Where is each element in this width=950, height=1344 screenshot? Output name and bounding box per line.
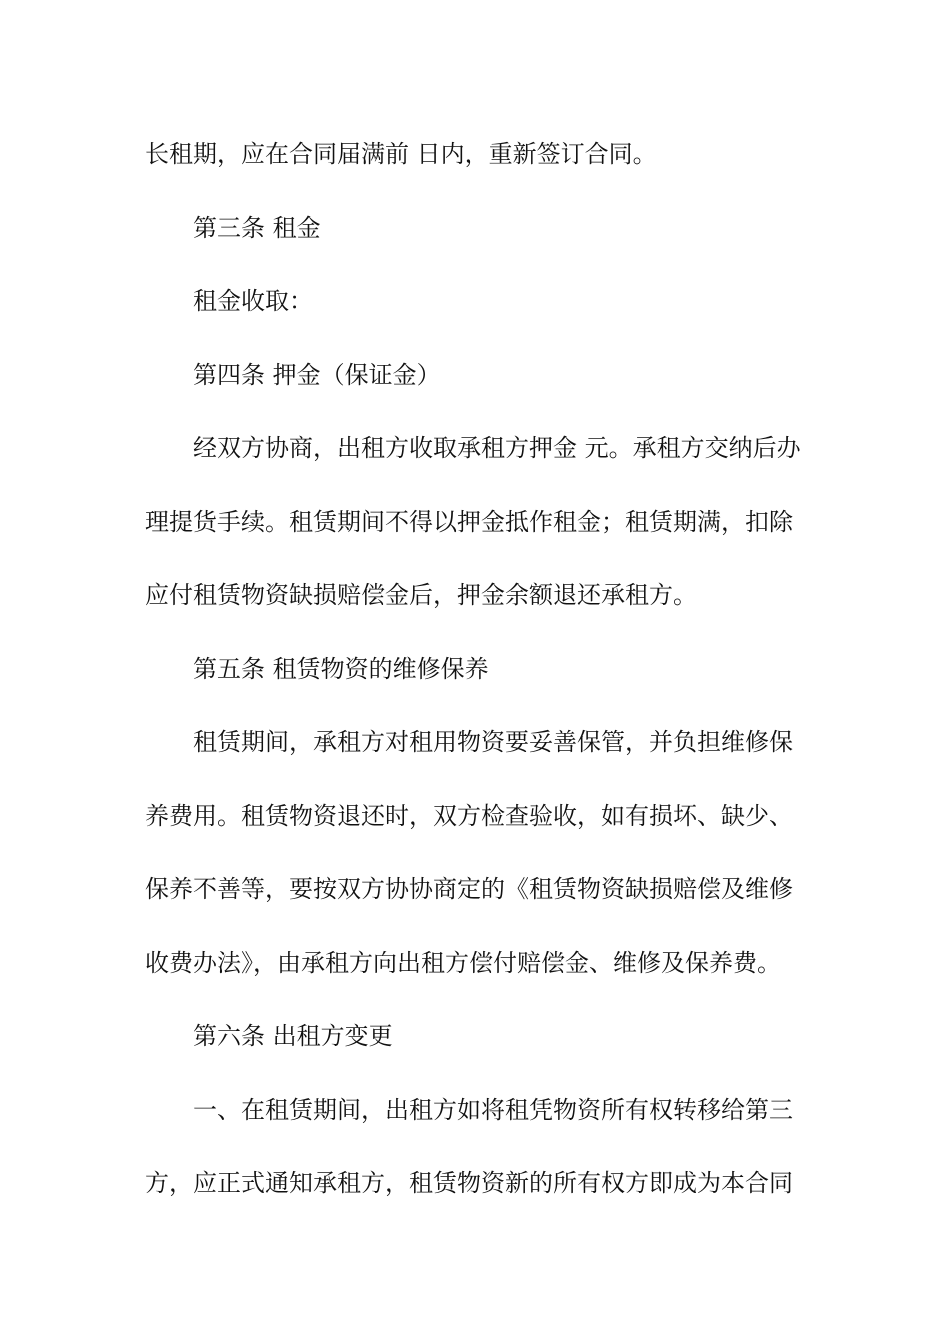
document-body [145, 132, 807, 1235]
article-heading-3: 第三条 租金 [193, 213, 321, 242]
paragraph-line: 经双方协商，出租方收取承租方押金 元。承租方交纳后办 [193, 434, 801, 462]
article-heading-4: 第四条 押金（保证金） [193, 360, 441, 389]
paragraph-line: 保养不善等，要按双方协协商定的《租赁物资缺损赔偿及维修 [145, 875, 793, 903]
paragraph-line: 收费办法》，由承租方向出租方偿付赔偿金、维修及保养费。 [145, 948, 781, 977]
paragraph-line: 应付租赁物资缺损赔偿金后，押金余额退还承租方。 [145, 581, 697, 609]
paragraph-line: 长租期，应在合同届满前 日内，重新签订合同。 [145, 140, 657, 168]
paragraph-line: 养费用。租赁物资退还时，双方检查验收，如有损坏、缺少、 [145, 801, 793, 830]
paragraph-line: 方，应正式通知承租方，租赁物资新的所有权方即成为本合同 [145, 1169, 793, 1197]
article-heading-5: 第五条 租赁物资的维修保养 [193, 654, 489, 683]
paragraph-line: 租金收取： [193, 287, 313, 315]
paragraph-line: 租赁期间，承租方对租用物资要妥善保管，并负担维修保 [193, 728, 793, 756]
paragraph-line: 一、在租赁期间，出租方如将租凭物资所有权转移给第三 [193, 1095, 793, 1124]
article-heading-6: 第六条 出租方变更 [193, 1022, 393, 1050]
paragraph-line: 理提货手续。租赁期间不得以押金抵作租金；租赁期满，扣除 [145, 507, 793, 536]
